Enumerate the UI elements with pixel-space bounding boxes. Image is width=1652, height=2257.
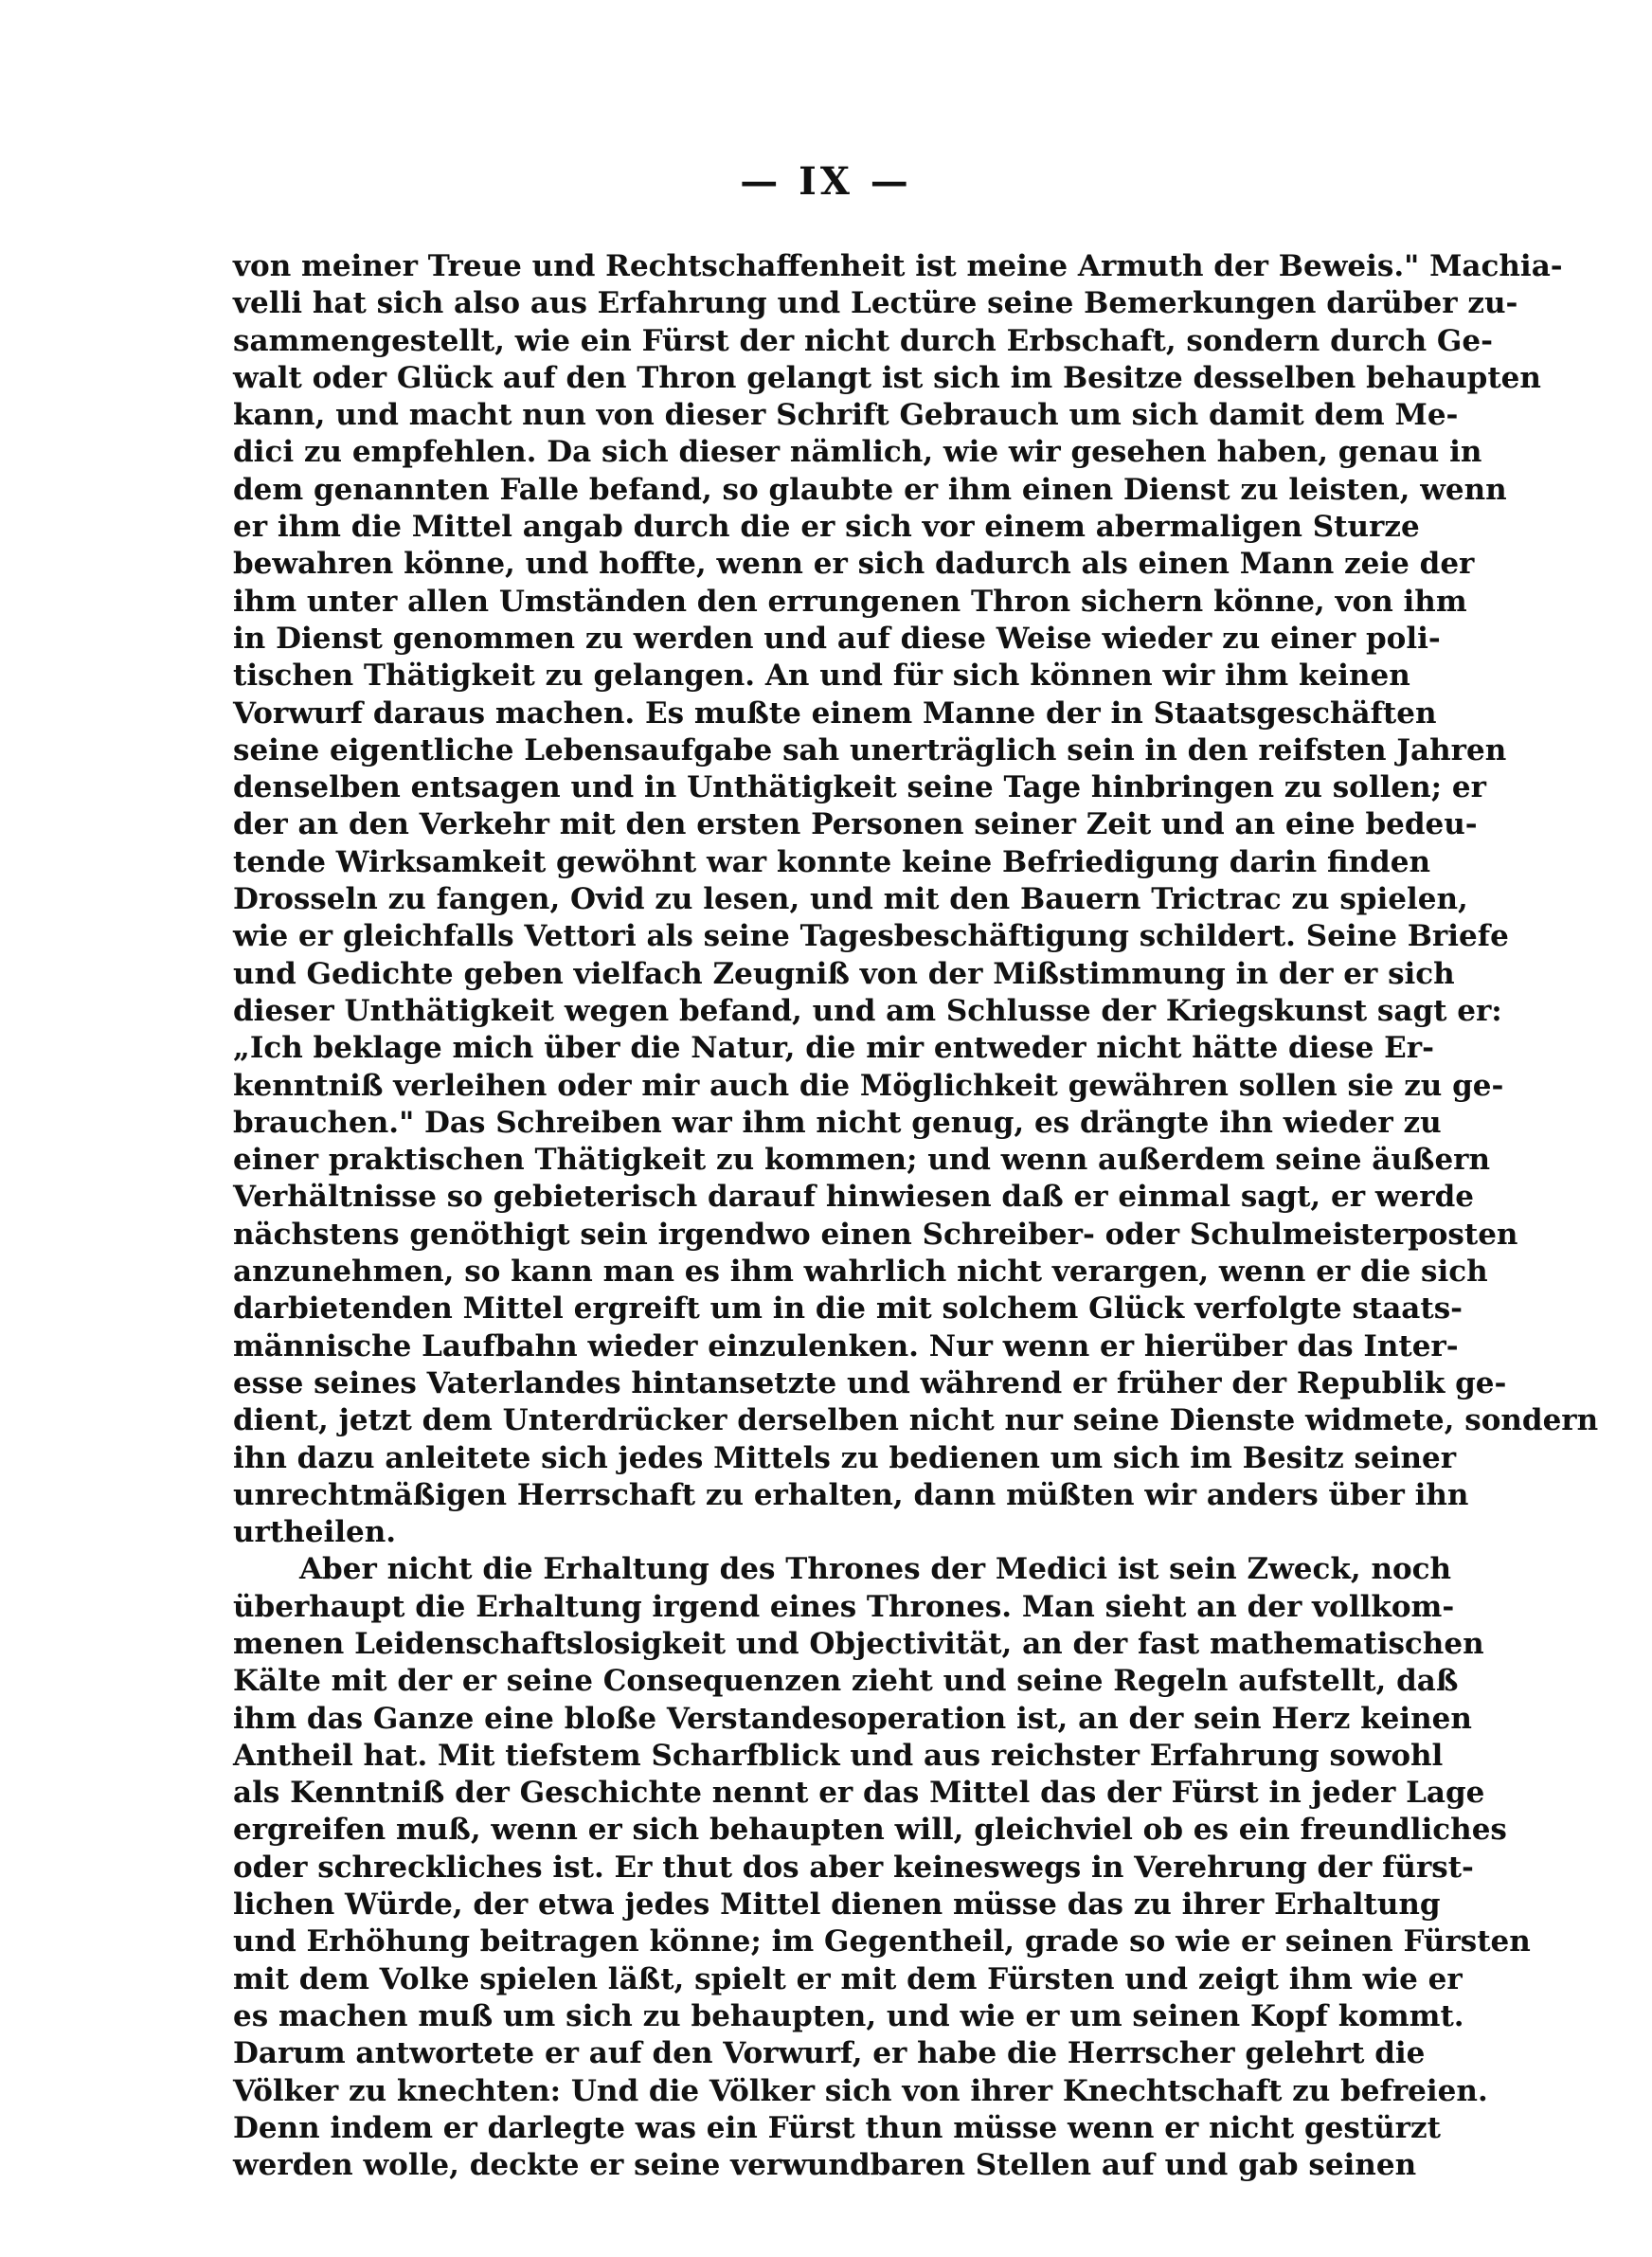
text-line: einer praktischen Thätigkeit zu kommen; und wenn außerdem seine äußern xyxy=(233,1143,1491,1178)
text-line: ihn dazu anleitete sich jedes Mittels zu bedienen um sich im Besitz seiner xyxy=(233,1440,1457,1475)
text-line: esse seines Vaterlandes hintansetzte und während er früher der Republik ge- xyxy=(233,1365,1507,1400)
text-line: der an den Verkehr mit den ersten Personen seiner Zeit und an eine bedeu- xyxy=(233,807,1478,842)
text-line: in Dienst genommen zu werden und auf diese Weise wieder zu einer poli- xyxy=(233,621,1441,656)
text-line: von meiner Treue und Rechtschaffenheit ist meine Armuth der Beweis." Machia- xyxy=(233,249,1563,283)
text-line: darbietenden Mittel ergreift um in die mit solchem Glück verfolgte staats- xyxy=(233,1291,1463,1327)
text-line: als Kenntniß der Geschichte nennt er das Mittel das der Fürst in jeder Lage xyxy=(233,1776,1485,1811)
text-line: tende Wirksamkeit gewöhnt war konnte keine Befriedigung darin finden xyxy=(233,844,1430,879)
text-line: oder schreckliches ist. Er thut dos aber keineswegs in Verehrung der fürst- xyxy=(233,1850,1474,1885)
text-line: kann, und macht nun von dieser Schrift Gebrauch um sich damit dem Me- xyxy=(233,398,1459,433)
text-line: denselben entsagen und in Unthätigkeit seine Tage hinbringen zu sollen; er xyxy=(233,770,1486,805)
text-line: bewahren könne, und hoffte, wenn er sich dadurch als einen Mann zeie der xyxy=(233,547,1475,582)
text-line: Denn indem er darlegte was ein Fürst thun müsse wenn er nicht gestürzt xyxy=(233,2110,1441,2145)
page-number: — IX — xyxy=(740,159,912,204)
text-line: lichen Würde, der etwa jedes Mittel dienen müsse das zu ihrer Erhaltung xyxy=(233,1887,1441,1923)
text-line: „Ich beklage mich über die Natur, die mir entweder nicht hätte diese Er- xyxy=(233,1031,1435,1066)
text-line: er ihm die Mittel angab durch die er sich vor einem abermaligen Sturze xyxy=(233,510,1420,545)
text-line: ihm unter allen Umständen den errungenen Thron sichern könne, von ihm xyxy=(233,584,1467,619)
text-line: urtheilen. xyxy=(233,1515,397,1550)
text-line: mit dem Volke spielen läßt, spielt er mit dem Fürsten und zeigt ihm wie er xyxy=(233,1961,1463,1996)
text-line: ergreifen muß, wenn er sich behaupten will, gleichviel ob es ein freundliches xyxy=(233,1813,1507,1848)
text-line: Vorwurf daraus machen. Es mußte einem Manne der in Staatsgeschäften xyxy=(233,695,1437,731)
text-line: Drosseln zu fangen, Ovid zu lesen, und mit den Bauern Trictrac zu spielen, xyxy=(233,882,1468,917)
body-text xyxy=(233,248,1599,2184)
text-line: dem genannten Falle befand, so glaubte er ihm einen Dienst zu leisten, wenn xyxy=(233,472,1507,507)
text-line: tischen Thätigkeit zu gelangen. An und für sich können wir ihm keinen xyxy=(233,659,1410,694)
text-line: Kälte mit der er seine Consequenzen zieht und seine Regeln aufstellt, daß xyxy=(233,1664,1459,1699)
text-line: nächstens genöthigt sein irgendwo einen Schreiber- oder Schulmeisterposten xyxy=(233,1217,1518,1252)
text-line: sammengestellt, wie ein Fürst der nicht durch Erbschaft, sondern durch Ge- xyxy=(233,323,1493,358)
text-line: und Gedichte geben vielfach Zeugniß von der Mißstimmung in der er sich xyxy=(233,956,1455,991)
text-line: kenntniß verleihen oder mir auch die Möglichkeit gewähren sollen sie zu ge- xyxy=(233,1068,1504,1103)
text-line: dieser Unthätigkeit wegen befand, und am Schlusse der Kriegskunst sagt er: xyxy=(233,993,1502,1028)
text-line: männische Laufbahn wieder einzulenken. Nur wenn er hierüber das Inter- xyxy=(233,1328,1459,1363)
text-line: menen Leidenschaftslosigkeit und Objectivität, an der fast mathematischen xyxy=(233,1626,1484,1661)
text-line: ihm das Ganze eine bloße Verstandesoperation ist, an der sein Herz keinen xyxy=(233,1701,1472,1736)
text-line: dient, jetzt dem Unterdrücker derselben nicht nur seine Dienste widmete, sondern xyxy=(233,1403,1599,1438)
text-line: werden wolle, deckte er seine verwundbaren Stellen auf und gab seinen xyxy=(233,2148,1417,2183)
text-line: Verhältnisse so gebieterisch darauf hinwiesen daß er einmal sagt, er werde xyxy=(233,1180,1474,1215)
text-line: Darum antwortete er auf den Vorwurf, er habe die Herrscher gelehrt die xyxy=(233,2036,1426,2071)
text-line: walt oder Glück auf den Thron gelangt ist sich im Besitze desselben behaupten xyxy=(233,360,1541,395)
text-line: es machen muß um sich zu behaupten, und wie er um seinen Kopf kommt. xyxy=(233,1998,1464,2033)
text-line: Aber nicht die Erhaltung des Thrones der Medici ist sein Zweck, noch xyxy=(299,1552,1452,1587)
text-line: brauchen." Das Schreiben war ihm nicht genug, es drängte ihn wieder zu xyxy=(233,1105,1442,1140)
text-line: dici zu empfehlen. Da sich dieser nämlich, wie wir gesehen haben, genau in xyxy=(233,435,1482,470)
text-line: Völker zu knechten: Und die Völker sich von ihrer Knechtschaft zu befreien. xyxy=(233,2073,1488,2108)
text-line: velli hat sich also aus Erfahrung und Lectüre seine Bemerkungen darüber zu- xyxy=(233,286,1518,321)
text-line: seine eigentliche Lebensaufgabe sah unerträglich sein in den reifsten Jahren xyxy=(233,732,1507,767)
text-line: Antheil hat. Mit tiefstem Scharfblick und aus reichster Erfahrung sowohl xyxy=(233,1738,1444,1773)
text-line: wie er gleichfalls Vettori als seine Tagesbeschäftigung schildert. Seine Briefe xyxy=(233,919,1509,954)
text-line: und Erhöhung beitragen könne; im Gegentheil, grade so wie er seinen Fürsten xyxy=(233,1924,1531,1959)
text-line: anzunehmen, so kann man es ihm wahrlich nicht verargen, wenn er die sich xyxy=(233,1255,1488,1290)
text-line: unrechtmäßigen Herrschaft zu erhalten, dann müßten wir anders über ihn xyxy=(233,1477,1469,1512)
text-line: überhaupt die Erhaltung irgend eines Thrones. Man sieht an der vollkom- xyxy=(233,1589,1455,1624)
